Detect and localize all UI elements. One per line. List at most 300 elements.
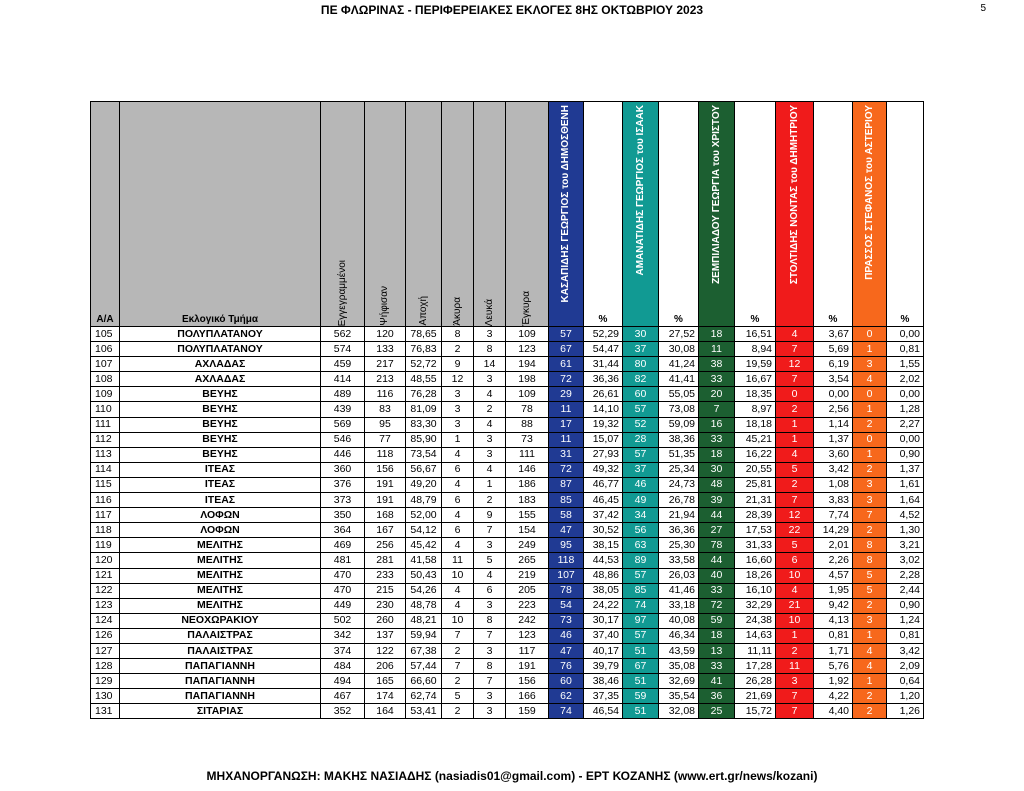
cell-cand1-pct: 15,07	[584, 432, 623, 447]
cell-cand4-pct: 1,92	[814, 674, 853, 689]
cell-cand4-pct: 4,22	[814, 689, 853, 704]
cell-cand3-pct: 21,31	[735, 493, 776, 508]
cell-cand5-votes: 1	[853, 342, 887, 357]
cell-akyra: 2	[442, 674, 474, 689]
cell-apoxi: 59,94	[406, 628, 442, 643]
cell-tmima: ΑΧΛΑΔΑΣ	[120, 372, 321, 387]
cell-cand2-votes: 60	[623, 387, 659, 402]
cell-akyra: 11	[442, 553, 474, 568]
cell-cand3-votes: 18	[699, 447, 735, 462]
table-row	[91, 659, 924, 674]
cell-cand4-pct: 3,54	[814, 372, 853, 387]
cell-cand4-pct: 5,76	[814, 659, 853, 674]
cell-cand1-pct: 24,22	[584, 598, 623, 613]
cell-akyra: 4	[442, 477, 474, 492]
cell-tmima: ΒΕΥΗΣ	[120, 432, 321, 447]
cell-lefka: 2	[474, 402, 506, 417]
cell-cand1-pct: 19,32	[584, 417, 623, 432]
cell-egkyra: 156	[506, 674, 549, 689]
cell-apoxi: 48,21	[406, 613, 442, 628]
cell-egkyra: 166	[506, 689, 549, 704]
footer-credit: ΜΗΧΑΝΟΡΓΑΝΩΣΗ: ΜΑΚΗΣ ΝΑΣΙΑΔΗΣ (nasiadis01@gmail.com) - ΕΡΤ ΚΟΖΑΝΗΣ (www.ert.gr/news/kozani)	[206, 769, 818, 783]
cell-egkyra: 154	[506, 523, 549, 538]
cell-cand3-votes: 33	[699, 583, 735, 598]
cell-akyra: 10	[442, 568, 474, 583]
cell-cand4-pct: 4,40	[814, 704, 853, 719]
cell-cand4-pct: 14,29	[814, 523, 853, 538]
cell-egkyra: 265	[506, 553, 549, 568]
cell-apoxi: 73,54	[406, 447, 442, 462]
cell-eggegrammenoi: 489	[321, 387, 365, 402]
cell-apoxi: 53,41	[406, 704, 442, 719]
cell-cand4-pct: 4,13	[814, 613, 853, 628]
cell-tmima: ΒΕΥΗΣ	[120, 417, 321, 432]
cell-eggegrammenoi: 414	[321, 372, 365, 387]
cell-cand1-votes: 17	[549, 417, 584, 432]
cell-eggegrammenoi: 459	[321, 357, 365, 372]
table-row	[91, 402, 924, 417]
cell-cand4-votes: 5	[776, 462, 814, 477]
cell-apoxi: 85,90	[406, 432, 442, 447]
cell-cand1-pct: 54,47	[584, 342, 623, 357]
cell-cand5-votes: 5	[853, 568, 887, 583]
cell-cand3-votes: 25	[699, 704, 735, 719]
cell-psifisan: 116	[365, 387, 406, 402]
cell-lefka: 4	[474, 387, 506, 402]
cell-cand5-pct: 0,81	[887, 628, 924, 643]
cell-cand3-votes: 39	[699, 493, 735, 508]
cell-cand1-pct: 37,40	[584, 628, 623, 643]
cell-cand4-pct: 1,37	[814, 432, 853, 447]
cell-cand4-pct: 1,08	[814, 477, 853, 492]
cell-cand3-pct: 24,38	[735, 613, 776, 628]
cell-cand3-pct: 15,72	[735, 704, 776, 719]
cell-cand3-pct: 32,29	[735, 598, 776, 613]
cell-cand1-votes: 72	[549, 372, 584, 387]
cell-cand5-pct: 0,81	[887, 342, 924, 357]
cell-egkyra: 111	[506, 447, 549, 462]
cell-tmima: ΠΑΠΑΓΙΑΝΝΗ	[120, 659, 321, 674]
cell-cand2-votes: 57	[623, 568, 659, 583]
cell-cand5-votes: 5	[853, 583, 887, 598]
cell-cand4-pct: 2,01	[814, 538, 853, 553]
cell-cand3-votes: 59	[699, 613, 735, 628]
cell-aa: 105	[91, 327, 120, 342]
results-table	[90, 101, 924, 719]
cell-aa: 106	[91, 342, 120, 357]
cell-cand1-votes: 67	[549, 342, 584, 357]
cell-tmima: ΠΟΛΥΠΛΑΤΑΝΟΥ	[120, 327, 321, 342]
cell-cand4-votes: 7	[776, 704, 814, 719]
cell-akyra: 4	[442, 598, 474, 613]
cell-psifisan: 156	[365, 462, 406, 477]
cell-cand3-pct: 19,59	[735, 357, 776, 372]
col-cand3-header: ΖΕΜΠΙΛΙΑΔΟΥ ΓΕΩΡΓΙΑ του ΧΡΙΣΤΟΥ	[699, 102, 735, 327]
cell-akyra: 6	[442, 462, 474, 477]
table-row	[91, 628, 924, 643]
cell-cand2-votes: 49	[623, 493, 659, 508]
cell-akyra: 2	[442, 643, 474, 658]
cell-psifisan: 120	[365, 327, 406, 342]
cell-cand3-votes: 72	[699, 598, 735, 613]
cell-lefka: 3	[474, 447, 506, 462]
cell-eggegrammenoi: 481	[321, 553, 365, 568]
cell-tmima: ΜΕΛΙΤΗΣ	[120, 598, 321, 613]
cell-apoxi: 78,65	[406, 327, 442, 342]
cell-eggegrammenoi: 352	[321, 704, 365, 719]
col-lefka-header: Λευκά	[474, 102, 506, 327]
cell-apoxi: 56,67	[406, 462, 442, 477]
cell-cand3-pct: 8,94	[735, 342, 776, 357]
cell-cand5-votes: 0	[853, 327, 887, 342]
cell-akyra: 6	[442, 493, 474, 508]
cell-tmima: ΛΟΦΩΝ	[120, 523, 321, 538]
cell-eggegrammenoi: 446	[321, 447, 365, 462]
cell-apoxi: 48,79	[406, 493, 442, 508]
cell-cand2-pct: 26,03	[659, 568, 699, 583]
col-aa-header: Α/Α	[91, 102, 120, 327]
cell-cand1-votes: 76	[549, 659, 584, 674]
cell-psifisan: 165	[365, 674, 406, 689]
cell-aa: 128	[91, 659, 120, 674]
cell-cand1-votes: 87	[549, 477, 584, 492]
cell-cand5-votes: 4	[853, 643, 887, 658]
cell-cand4-votes: 7	[776, 372, 814, 387]
cell-cand5-pct: 0,00	[887, 432, 924, 447]
cell-cand1-pct: 46,77	[584, 477, 623, 492]
cell-cand4-votes: 1	[776, 628, 814, 643]
cell-psifisan: 95	[365, 417, 406, 432]
cell-cand1-pct: 27,93	[584, 447, 623, 462]
cell-cand2-pct: 46,34	[659, 628, 699, 643]
cell-cand1-votes: 61	[549, 357, 584, 372]
cell-cand3-votes: 40	[699, 568, 735, 583]
cell-cand5-pct: 1,20	[887, 689, 924, 704]
table-row	[91, 553, 924, 568]
cell-cand3-votes: 27	[699, 523, 735, 538]
cell-lefka: 3	[474, 704, 506, 719]
cell-cand4-pct: 7,74	[814, 508, 853, 523]
cell-cand5-pct: 1,24	[887, 613, 924, 628]
cell-aa: 115	[91, 477, 120, 492]
cell-eggegrammenoi: 360	[321, 462, 365, 477]
cell-cand4-votes: 10	[776, 613, 814, 628]
cell-cand4-votes: 5	[776, 538, 814, 553]
cell-cand1-votes: 11	[549, 402, 584, 417]
cell-eggegrammenoi: 574	[321, 342, 365, 357]
cell-cand3-votes: 11	[699, 342, 735, 357]
cell-cand1-pct: 26,61	[584, 387, 623, 402]
col-cand2-header: ΑΜΑΝΑΤΙΔΗΣ ΓΕΩΡΓΙΟΣ του ΙΣΑΑΚ	[623, 102, 659, 327]
cell-cand1-pct: 44,53	[584, 553, 623, 568]
cell-cand3-votes: 33	[699, 432, 735, 447]
cell-cand5-votes: 1	[853, 447, 887, 462]
cell-tmima: ΒΕΥΗΣ	[120, 387, 321, 402]
cell-lefka: 7	[474, 523, 506, 538]
cell-cand2-votes: 57	[623, 447, 659, 462]
col-cand5-header: ΠΡΑΣΣΟΣ ΣΤΕΦΑΝΟΣ του ΑΣΤΕΡΙΟΥ	[853, 102, 887, 327]
col-eggegrammenoi-header: Εγγεγραμμένοι	[321, 102, 365, 327]
cell-cand3-votes: 48	[699, 477, 735, 492]
cell-cand5-pct: 4,52	[887, 508, 924, 523]
cell-aa: 113	[91, 447, 120, 462]
cell-cand3-pct: 17,28	[735, 659, 776, 674]
cell-cand2-votes: 89	[623, 553, 659, 568]
cell-tmima: ΑΧΛΑΔΑΣ	[120, 357, 321, 372]
cell-cand3-pct: 18,18	[735, 417, 776, 432]
cell-cand2-pct: 41,24	[659, 357, 699, 372]
cell-apoxi: 41,58	[406, 553, 442, 568]
cell-eggegrammenoi: 562	[321, 327, 365, 342]
cell-akyra: 8	[442, 327, 474, 342]
cell-cand1-pct: 48,86	[584, 568, 623, 583]
cell-akyra: 10	[442, 613, 474, 628]
cell-cand3-pct: 31,33	[735, 538, 776, 553]
cell-aa: 124	[91, 613, 120, 628]
cell-lefka: 7	[474, 628, 506, 643]
cell-aa: 119	[91, 538, 120, 553]
cell-egkyra: 219	[506, 568, 549, 583]
cell-cand4-votes: 7	[776, 342, 814, 357]
cell-cand1-pct: 14,10	[584, 402, 623, 417]
cell-tmima: ΠΟΛΥΠΛΑΤΑΝΟΥ	[120, 342, 321, 357]
cell-cand5-votes: 2	[853, 417, 887, 432]
cell-apoxi: 76,28	[406, 387, 442, 402]
cell-aa: 107	[91, 357, 120, 372]
cell-cand1-pct: 37,35	[584, 689, 623, 704]
cell-apoxi: 83,30	[406, 417, 442, 432]
cell-cand4-votes: 2	[776, 643, 814, 658]
cell-psifisan: 215	[365, 583, 406, 598]
col-cand5-pct-header: %	[887, 102, 924, 327]
cell-lefka: 3	[474, 538, 506, 553]
cell-cand5-pct: 1,28	[887, 402, 924, 417]
cell-cand5-pct: 3,42	[887, 643, 924, 658]
cell-cand3-votes: 33	[699, 659, 735, 674]
cell-psifisan: 122	[365, 643, 406, 658]
cell-psifisan: 77	[365, 432, 406, 447]
page-title: ΠΕ ΦΛΩΡΙΝΑΣ - ΠΕΡΙΦΕΡΕΙΑΚΕΣ ΕΚΛΟΓΕΣ 8ΗΣ ΟΚΤΩΒΡΙΟΥ 2023	[320, 3, 704, 17]
cell-cand2-votes: 51	[623, 674, 659, 689]
cell-eggegrammenoi: 546	[321, 432, 365, 447]
col-egkyra-header: Έγκυρα	[506, 102, 549, 327]
cell-cand2-votes: 37	[623, 342, 659, 357]
cell-cand3-pct: 18,26	[735, 568, 776, 583]
cell-aa: 127	[91, 643, 120, 658]
cell-aa: 131	[91, 704, 120, 719]
cell-cand3-votes: 33	[699, 372, 735, 387]
cell-tmima: ΜΕΛΙΤΗΣ	[120, 568, 321, 583]
cell-eggegrammenoi: 502	[321, 613, 365, 628]
cell-cand2-pct: 33,58	[659, 553, 699, 568]
cell-aa: 110	[91, 402, 120, 417]
cell-aa: 109	[91, 387, 120, 402]
cell-cand5-pct: 1,37	[887, 462, 924, 477]
cell-tmima: ΜΕΛΙΤΗΣ	[120, 553, 321, 568]
table-row	[91, 538, 924, 553]
cell-cand1-pct: 36,36	[584, 372, 623, 387]
cell-cand2-pct: 38,36	[659, 432, 699, 447]
col-cand2-pct-header: %	[659, 102, 699, 327]
cell-cand1-votes: 73	[549, 613, 584, 628]
cell-lefka: 3	[474, 598, 506, 613]
cell-cand1-votes: 58	[549, 508, 584, 523]
cell-cand2-pct: 30,08	[659, 342, 699, 357]
cell-cand5-pct: 0,00	[887, 327, 924, 342]
cell-lefka: 9	[474, 508, 506, 523]
cell-aa: 120	[91, 553, 120, 568]
cell-egkyra: 117	[506, 643, 549, 658]
cell-akyra: 4	[442, 583, 474, 598]
cell-aa: 123	[91, 598, 120, 613]
cell-apoxi: 45,42	[406, 538, 442, 553]
cell-cand5-pct: 3,21	[887, 538, 924, 553]
cell-egkyra: 109	[506, 387, 549, 402]
cell-cand5-votes: 2	[853, 523, 887, 538]
cell-tmima: ΣΙΤΑΡΙΑΣ	[120, 704, 321, 719]
cell-eggegrammenoi: 569	[321, 417, 365, 432]
cell-cand1-pct: 30,17	[584, 613, 623, 628]
cell-cand2-votes: 57	[623, 628, 659, 643]
table-row	[91, 432, 924, 447]
cell-cand5-pct: 1,26	[887, 704, 924, 719]
cell-cand3-votes: 7	[699, 402, 735, 417]
cell-cand5-votes: 0	[853, 432, 887, 447]
cell-apoxi: 48,55	[406, 372, 442, 387]
cell-egkyra: 123	[506, 628, 549, 643]
cell-lefka: 3	[474, 689, 506, 704]
cell-psifisan: 233	[365, 568, 406, 583]
cell-apoxi: 66,60	[406, 674, 442, 689]
table-row	[91, 613, 924, 628]
cell-cand4-votes: 21	[776, 598, 814, 613]
cell-cand4-votes: 4	[776, 583, 814, 598]
cell-psifisan: 164	[365, 704, 406, 719]
cell-cand2-votes: 52	[623, 417, 659, 432]
cell-cand5-pct: 0,90	[887, 447, 924, 462]
cell-lefka: 2	[474, 493, 506, 508]
cell-cand1-pct: 39,79	[584, 659, 623, 674]
cell-cand2-votes: 82	[623, 372, 659, 387]
cell-apoxi: 52,72	[406, 357, 442, 372]
cell-cand4-votes: 7	[776, 689, 814, 704]
cell-tmima: ΠΑΛΑΙΣΤΡΑΣ	[120, 628, 321, 643]
cell-apoxi: 62,74	[406, 689, 442, 704]
cell-cand3-pct: 21,69	[735, 689, 776, 704]
table-row	[91, 327, 924, 342]
cell-cand4-votes: 12	[776, 357, 814, 372]
cell-eggegrammenoi: 470	[321, 568, 365, 583]
cell-lefka: 4	[474, 568, 506, 583]
cell-cand2-votes: 57	[623, 402, 659, 417]
cell-cand2-pct: 40,08	[659, 613, 699, 628]
cell-cand3-votes: 44	[699, 553, 735, 568]
cell-egkyra: 194	[506, 357, 549, 372]
cell-akyra: 2	[442, 342, 474, 357]
cell-tmima: ΒΕΥΗΣ	[120, 402, 321, 417]
cell-aa: 122	[91, 583, 120, 598]
cell-egkyra: 191	[506, 659, 549, 674]
cell-cand2-votes: 51	[623, 643, 659, 658]
header-row	[91, 102, 924, 327]
cell-cand1-votes: 118	[549, 553, 584, 568]
cell-psifisan: 213	[365, 372, 406, 387]
cell-psifisan: 230	[365, 598, 406, 613]
cell-cand2-pct: 41,46	[659, 583, 699, 598]
cell-cand2-pct: 35,08	[659, 659, 699, 674]
cell-egkyra: 88	[506, 417, 549, 432]
cell-tmima: ΜΕΛΙΤΗΣ	[120, 583, 321, 598]
cell-tmima: ΙΤΕΑΣ	[120, 493, 321, 508]
cell-egkyra: 249	[506, 538, 549, 553]
cell-cand2-votes: 46	[623, 477, 659, 492]
cell-cand5-votes: 2	[853, 689, 887, 704]
cell-cand1-pct: 31,44	[584, 357, 623, 372]
cell-psifisan: 191	[365, 493, 406, 508]
cell-cand5-votes: 0	[853, 387, 887, 402]
cell-cand2-pct: 35,54	[659, 689, 699, 704]
cell-psifisan: 167	[365, 523, 406, 538]
cell-akyra: 7	[442, 628, 474, 643]
cell-lefka: 4	[474, 417, 506, 432]
cell-aa: 117	[91, 508, 120, 523]
cell-akyra: 1	[442, 432, 474, 447]
cell-cand3-votes: 16	[699, 417, 735, 432]
cell-cand4-pct: 1,71	[814, 643, 853, 658]
col-apoxi-header: Αποχή	[406, 102, 442, 327]
cell-lefka: 4	[474, 462, 506, 477]
cell-akyra: 2	[442, 704, 474, 719]
table-row	[91, 523, 924, 538]
cell-cand1-votes: 60	[549, 674, 584, 689]
cell-cand5-pct: 2,27	[887, 417, 924, 432]
cell-cand3-votes: 20	[699, 387, 735, 402]
cell-cand4-votes: 0	[776, 387, 814, 402]
cell-cand1-pct: 52,29	[584, 327, 623, 342]
table-row	[91, 508, 924, 523]
cell-cand3-pct: 16,51	[735, 327, 776, 342]
cell-cand5-votes: 7	[853, 508, 887, 523]
table-row	[91, 674, 924, 689]
cell-aa: 116	[91, 493, 120, 508]
cell-cand4-votes: 3	[776, 674, 814, 689]
cell-cand4-pct: 5,69	[814, 342, 853, 357]
cell-cand5-pct: 0,00	[887, 387, 924, 402]
cell-cand2-votes: 97	[623, 613, 659, 628]
cell-cand5-pct: 1,61	[887, 477, 924, 492]
table-row	[91, 342, 924, 357]
cell-egkyra: 223	[506, 598, 549, 613]
cell-akyra: 12	[442, 372, 474, 387]
cell-tmima: ΙΤΕΑΣ	[120, 462, 321, 477]
cell-apoxi: 81,09	[406, 402, 442, 417]
cell-akyra: 7	[442, 659, 474, 674]
cell-cand1-votes: 54	[549, 598, 584, 613]
cell-eggegrammenoi: 342	[321, 628, 365, 643]
cell-cand1-votes: 57	[549, 327, 584, 342]
cell-cand3-pct: 16,60	[735, 553, 776, 568]
cell-tmima: ΝΕΟΧΩΡΑΚΙΟΥ	[120, 613, 321, 628]
cell-cand3-pct: 16,10	[735, 583, 776, 598]
cell-cand2-pct: 26,78	[659, 493, 699, 508]
col-cand1-header: ΚΑΣΑΠΙΔΗΣ ΓΕΩΡΓΙΟΣ του ΔΗΜΟΣΘΕΝΗ	[549, 102, 584, 327]
cell-cand5-votes: 1	[853, 402, 887, 417]
cell-eggegrammenoi: 469	[321, 538, 365, 553]
cell-aa: 111	[91, 417, 120, 432]
cell-akyra: 3	[442, 387, 474, 402]
cell-cand3-pct: 28,39	[735, 508, 776, 523]
cell-apoxi: 52,00	[406, 508, 442, 523]
